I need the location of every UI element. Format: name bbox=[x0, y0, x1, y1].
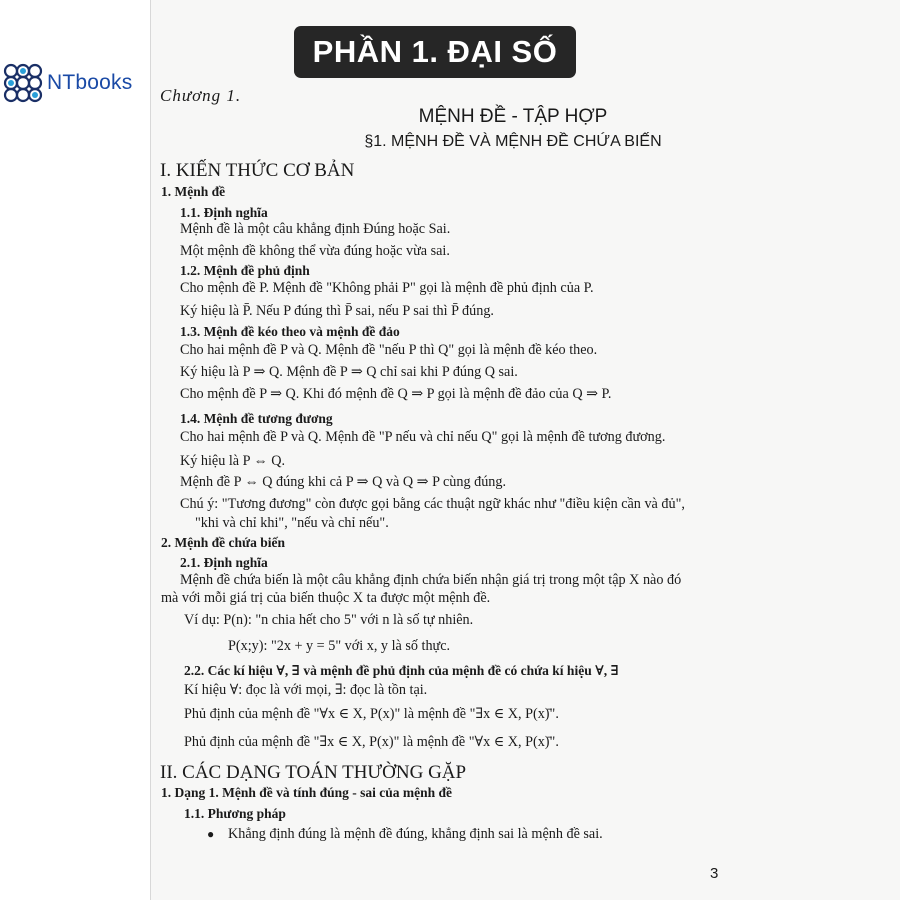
text-line: Kí hiệu ∀: đọc là với mọi, ∃: đọc là tồn tại. bbox=[184, 682, 428, 698]
section-title: §1. MỆNH ĐỀ VÀ MỆNH ĐỀ CHỨA BIẾN bbox=[364, 133, 662, 150]
heading: 2.1. Định nghĩa bbox=[180, 555, 268, 570]
heading: II. CÁC DẠNG TOÁN THƯỜNG GẶP bbox=[160, 762, 467, 783]
text-line: Ví dụ: P(n): "n chia hết cho 5" với n là số tự nhiên. bbox=[184, 612, 474, 628]
logo-text: NTbooks bbox=[47, 71, 133, 94]
text-line: Mệnh đề P ⇔ Q đúng khi cả P ⇒ Q và Q ⇒ P cùng đúng. bbox=[180, 474, 507, 490]
bullet-icon: ● bbox=[207, 827, 215, 841]
text-line: Phủ định của mệnh đề "∃x ∈ X, P(x)" là mệnh đề "∀x ∈ X, P(x)̄". bbox=[184, 734, 559, 750]
text-line: Ký hiệu là P ⇒ Q. Mệnh đề P ⇒ Q chỉ sai khi P đúng Q sai. bbox=[180, 364, 518, 380]
heading: 2. Mệnh đề chứa biến bbox=[161, 535, 285, 550]
text-line: Mệnh đề chứa biến là một câu khẳng định chứa biến nhận giá trị trong một tập X nào đó bbox=[180, 572, 682, 588]
chapter-title: MỆNH ĐỀ - TẬP HỢP bbox=[418, 106, 608, 127]
text-line: Cho hai mệnh đề P và Q. Mệnh đề "nếu P thì Q" gọi là mệnh đề kéo theo. bbox=[180, 342, 598, 358]
text-line: Khẳng định đúng là mệnh đề đúng, khẳng định sai là mệnh đề sai. bbox=[228, 826, 603, 842]
text-line: Phủ định của mệnh đề "∀x ∈ X, P(x)" là mệnh đề "∃x ∈ X, P(x)̄". bbox=[184, 706, 559, 722]
heading: 1.3. Mệnh đề kéo theo và mệnh đề đảo bbox=[180, 324, 400, 339]
heading: 1.2. Mệnh đề phủ định bbox=[180, 263, 310, 278]
heading: I. KIẾN THỨC CƠ BẢN bbox=[160, 160, 355, 181]
part-banner: PHẦN 1. ĐẠI SỐ bbox=[294, 26, 576, 78]
text-line: Cho mệnh đề P. Mệnh đề "Không phải P" gọi là mệnh đề phủ định của P. bbox=[180, 280, 594, 296]
text-line: Ký hiệu là P̄. Nếu P đúng thì P̄ sai, nếu P sai thì P̄ đúng. bbox=[180, 303, 494, 319]
logo bbox=[2, 62, 132, 104]
heading: 1.1. Định nghĩa bbox=[180, 205, 268, 220]
text-line: P(x;y): "2x + y = 5" với x, y là số thực. bbox=[228, 638, 451, 654]
text-line: "khi và chỉ khi", "nếu và chỉ nếu". bbox=[195, 515, 389, 531]
text-line: Mệnh đề là một câu khẳng định Đúng hoặc Sai. bbox=[180, 221, 451, 237]
heading: 1. Dạng 1. Mệnh đề và tính đúng - sai của mệnh đề bbox=[161, 785, 453, 800]
text-line: Chú ý: "Tương đương" còn được gọi bằng các thuật ngữ khác như "điều kiện cần và đủ", bbox=[180, 496, 685, 512]
text-line: Cho mệnh đề P ⇒ Q. Khi đó mệnh đề Q ⇒ P gọi là mệnh đề đảo của Q ⇒ P. bbox=[180, 386, 612, 402]
logo-icon bbox=[2, 62, 44, 104]
chapter-label: Chương 1. bbox=[160, 86, 242, 105]
page-number: 3 bbox=[710, 865, 719, 882]
text-line: mà với mỗi giá trị của biến thuộc X ta được một mệnh đề. bbox=[161, 590, 491, 606]
heading: 2.2. Các kí hiệu ∀, ∃ và mệnh đề phủ định của mệnh đề có chứa kí hiệu ∀, ∃ bbox=[184, 663, 619, 678]
text-line: Một mệnh đề không thể vừa đúng hoặc vừa sai. bbox=[180, 243, 450, 259]
heading: 1. Mệnh đề bbox=[161, 184, 226, 199]
heading: 1.4. Mệnh đề tương đương bbox=[180, 411, 333, 426]
text-line: Cho hai mệnh đề P và Q. Mệnh đề "P nếu và chỉ nếu Q" gọi là mệnh đề tương đương. bbox=[180, 429, 666, 445]
heading: 1.1. Phương pháp bbox=[184, 806, 286, 821]
text-line: Ký hiệu là P ⇔ Q. bbox=[180, 453, 286, 469]
